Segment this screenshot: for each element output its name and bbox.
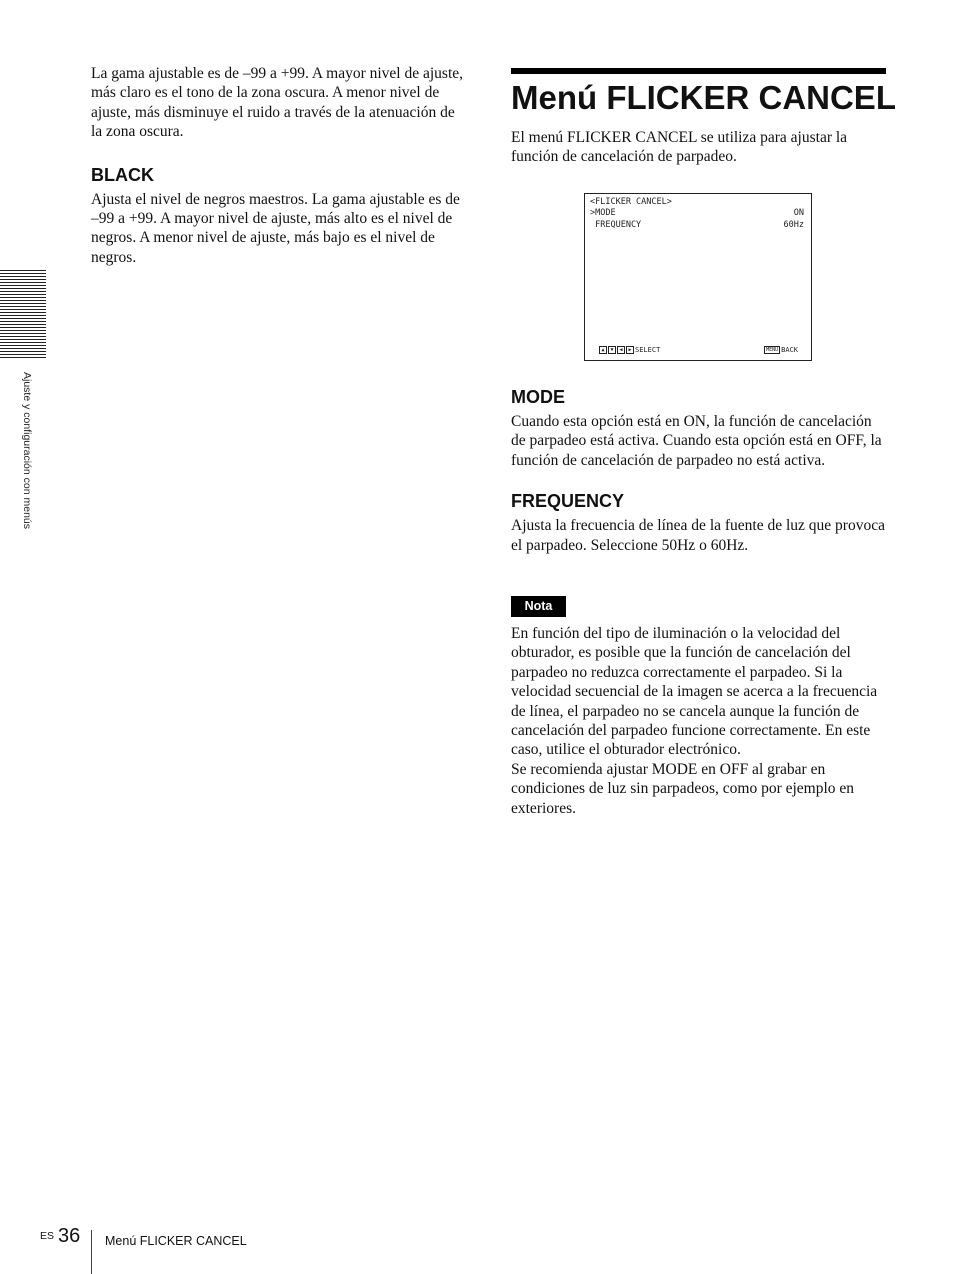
back-label: BACK xyxy=(781,345,798,354)
page-title: Menú FLICKER CANCEL xyxy=(511,79,896,116)
nota-paragraph: En función del tipo de iluminación o la velocidad del obturador, es posible que la función de cancelación del parpadeo no reduzca correctamente el parpadeo. Si la velocidad secuencial de la imagen se acerca a la frecuencia de línea, el parpadeo no se cancela aunque la función de cancelación del parpadeo funcione correctamente. En este caso, utilice el obturador electrónico. xyxy=(511,625,878,759)
mode-heading: MODE xyxy=(511,387,565,407)
frequency-paragraph: Ajusta la frecuencia de línea de la fuente de luz que provoca el parpadeo. Seleccione 50Hz o 60Hz. xyxy=(511,517,885,554)
back-control xyxy=(764,345,798,357)
arrow-right-icon: ▶ xyxy=(626,346,634,354)
side-tab-marker xyxy=(0,270,46,360)
menu-row-frequency xyxy=(590,220,804,232)
left-column xyxy=(91,64,469,267)
arrow-left-icon: ◀ xyxy=(617,346,625,354)
black-paragraph: Ajusta el nivel de negros maestros. La gama ajustable es de –99 a +99. A mayor nivel de ajuste, más alto es el nivel de negros. A menor nivel de ajuste, más bajo es el nivel de negros. xyxy=(91,190,460,266)
arrow-down-icon: ▼ xyxy=(608,346,616,354)
menu-row-mode xyxy=(590,208,804,220)
nota-paragraph: Se recomienda ajustar MODE en OFF al grabar en condiciones de luz sin parpadeos, como por ejemplo en exteriores. xyxy=(511,760,855,817)
side-tab-label: Ajuste y configuración con menús xyxy=(21,372,33,530)
menu-screen-header: <FLICKER CANCEL> xyxy=(590,197,672,207)
select-label: SELECT xyxy=(635,345,661,354)
right-column-body xyxy=(511,386,887,555)
footer-section-title: Menú FLICKER CANCEL xyxy=(105,1234,247,1248)
footer-language: ES xyxy=(40,1230,55,1242)
intro-paragraph: La gama ajustable es de –99 a +99. A mayor nivel de ajuste, más claro es el tono de la zona oscura. A menor nivel de ajuste, más disminuye el ruido a través de la atenuación de la zona oscura. xyxy=(91,65,464,141)
title-rule xyxy=(511,68,886,74)
page-number: 36 xyxy=(58,1225,81,1247)
menu-row-value: ON xyxy=(793,208,804,218)
menu-row-label: FREQUENCY xyxy=(590,219,642,230)
menu-screen xyxy=(584,193,812,361)
select-control xyxy=(599,345,660,357)
mode-paragraph: Cuando esta opción está en ON, la función de cancelación de parpadeo está activa. Cuando esta opción está en OFF, la función de cancelación de parpadeo no está activa. xyxy=(511,413,882,469)
menu-row-value: 60Hz xyxy=(783,219,804,230)
menu-key-icon: MENU xyxy=(766,347,779,354)
arrow-up-icon: ▲ xyxy=(599,346,607,354)
menu-row-label: >MODE xyxy=(590,208,616,218)
black-heading: BLACK xyxy=(91,164,154,185)
frequency-heading: FREQUENCY xyxy=(511,491,625,512)
nota-badge: Nota xyxy=(511,596,566,617)
nota-body xyxy=(511,624,887,818)
footer-divider xyxy=(91,1230,92,1274)
menu-intro-paragraph: El menú FLICKER CANCEL se utiliza para ajustar la función de cancelación de parpadeo. xyxy=(511,129,848,166)
